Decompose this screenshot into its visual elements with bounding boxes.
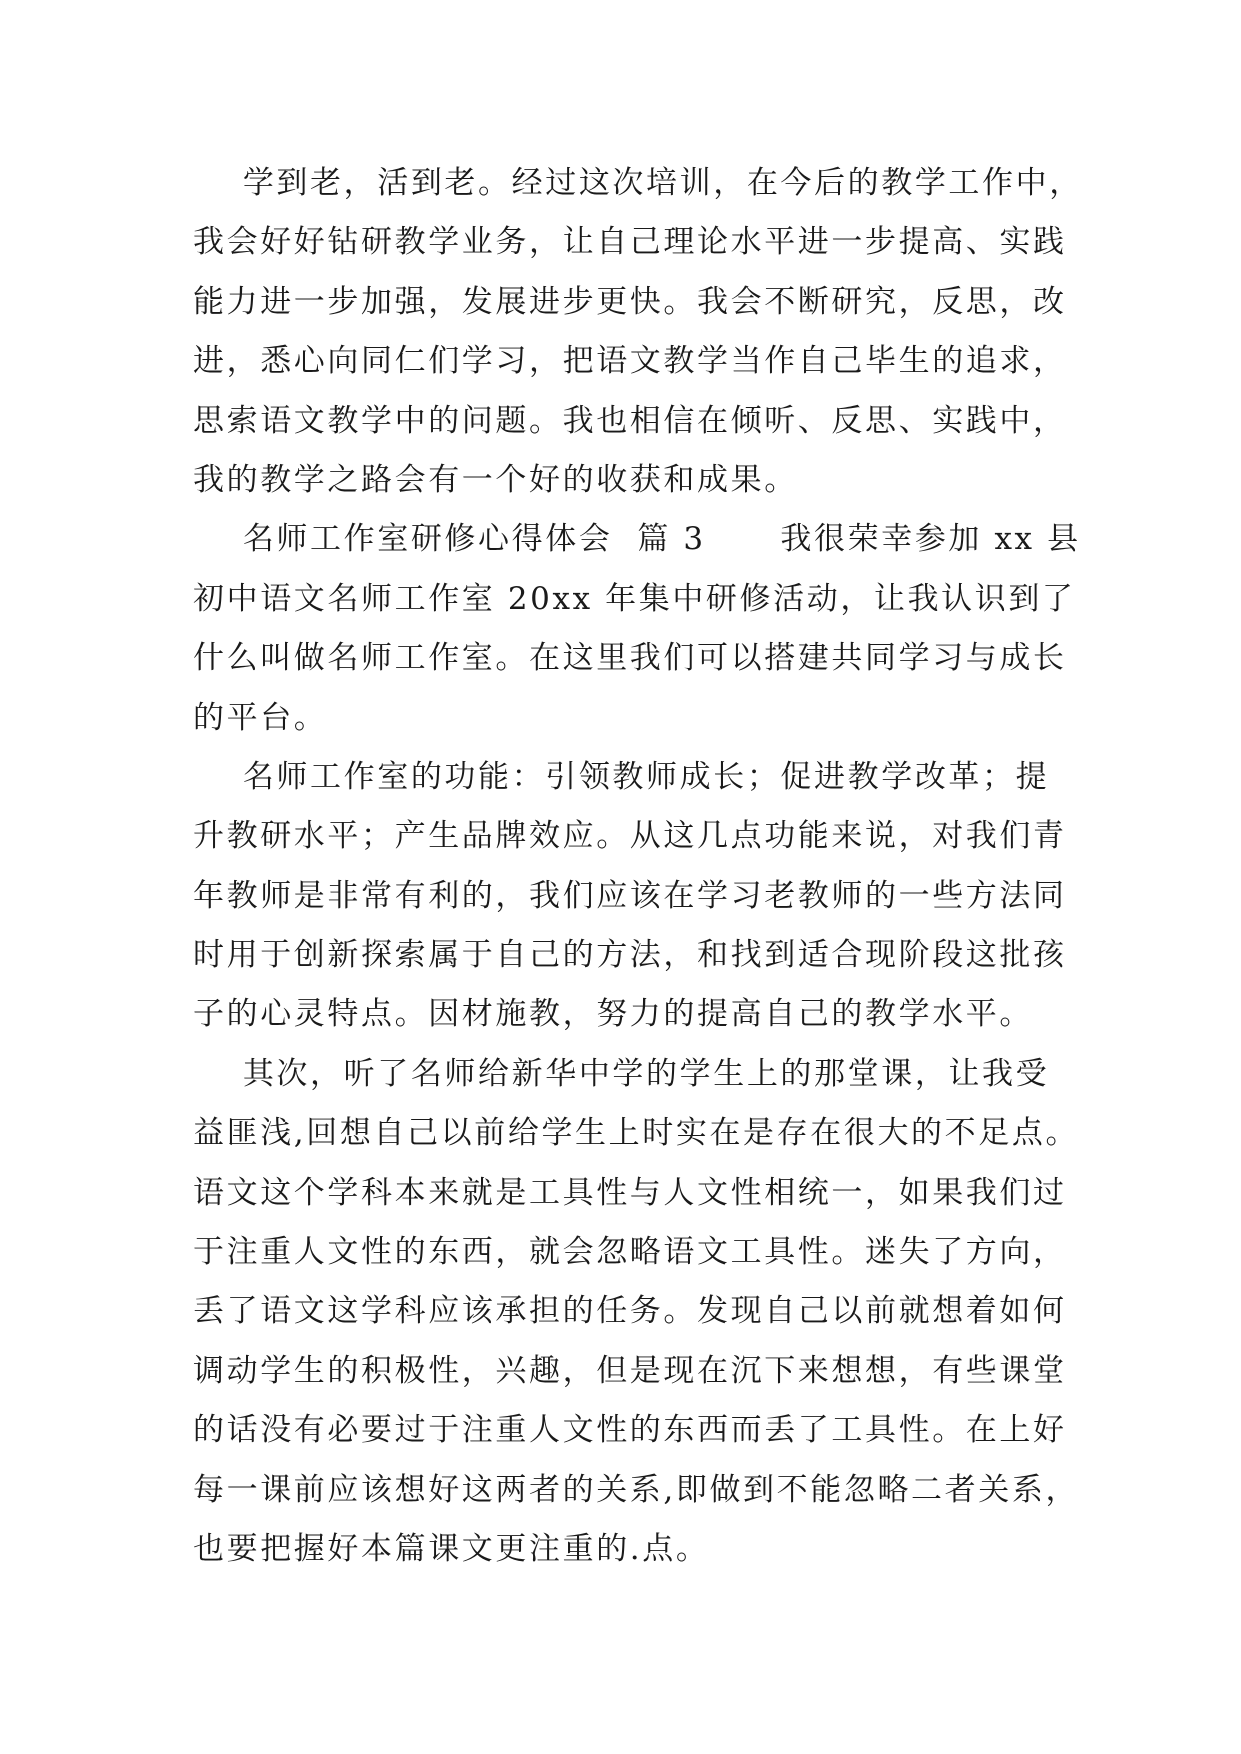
text-line: 思索语文教学中的问题。我也相信在倾听、反思、实践中， xyxy=(193,402,1067,439)
text-line: 进，悉心向同仁们学习，把语文教学当作自己毕生的追求， xyxy=(193,343,1067,380)
text-line: 我会好好钻研教学业务，让自己理论水平进一步提高、实践 xyxy=(193,224,1067,261)
text-line: 年教师是非常有利的，我们应该在学习老教师的一些方法同 xyxy=(193,877,1067,914)
text-line: 学到老，活到老。经过这次培训，在今后的教学工作中， xyxy=(193,165,1083,201)
text-line: 初中语文名师工作室 20xx 年集中研修活动，让我认识到了 xyxy=(193,580,1076,617)
text-line: 语文这个学科本来就是工具性与人文性相统一，如果我们过 xyxy=(193,1174,1067,1211)
text-line: 能力进一步加强，发展进步更快。我会不断研究，反思，改 xyxy=(193,283,1067,320)
text-line: 丢了语文这学科应该承担的任务。发现自己以前就想着如何 xyxy=(193,1293,1067,1330)
text-line: 子的心灵特点。因材施教，努力的提高自己的教学水平。 xyxy=(193,996,1033,1033)
text-line: 时用于创新探索属于自己的方法，和找到适合现阶段这批孩 xyxy=(193,937,1067,974)
document-body-text xyxy=(193,154,1083,1579)
text-line: 益匪浅,回想自己以前给学生上时实在是存在很大的不足点。 xyxy=(193,1115,1080,1152)
text-line: 调动学生的积极性，兴趣，但是现在沉下来想想，有些课堂 xyxy=(193,1352,1067,1389)
text-line: 的话没有必要过于注重人文性的东西而丢了工具性。在上好 xyxy=(193,1412,1067,1449)
text-line: 也要把握好本篇课文更注重的.点。 xyxy=(193,1530,710,1567)
text-line: 的平台。 xyxy=(193,699,328,736)
text-line: 每一课前应该想好这两者的关系,即做到不能忽略二者关系， xyxy=(193,1471,1080,1508)
text-line: 名师工作室的功能：引领教师成长；促进教学改革；提 xyxy=(193,758,1050,795)
text-line: 什么叫做名师工作室。在这里我们可以搭建共同学习与成长 xyxy=(193,640,1067,677)
text-line: 于注重人文性的东西，就会忽略语文工具性。迷失了方向， xyxy=(193,1234,1067,1271)
text-line: 升教研水平；产生品牌效应。从这几点功能来说，对我们青 xyxy=(193,818,1067,855)
section-heading-line: 名师工作室研修心得体会 篇 3 我很荣幸参加 xx 县 xyxy=(193,521,1081,558)
text-line: 我的教学之路会有一个好的收获和成果。 xyxy=(193,461,798,498)
text-line: 其次，听了名师给新华中学的学生上的那堂课，让我受 xyxy=(193,1055,1050,1092)
